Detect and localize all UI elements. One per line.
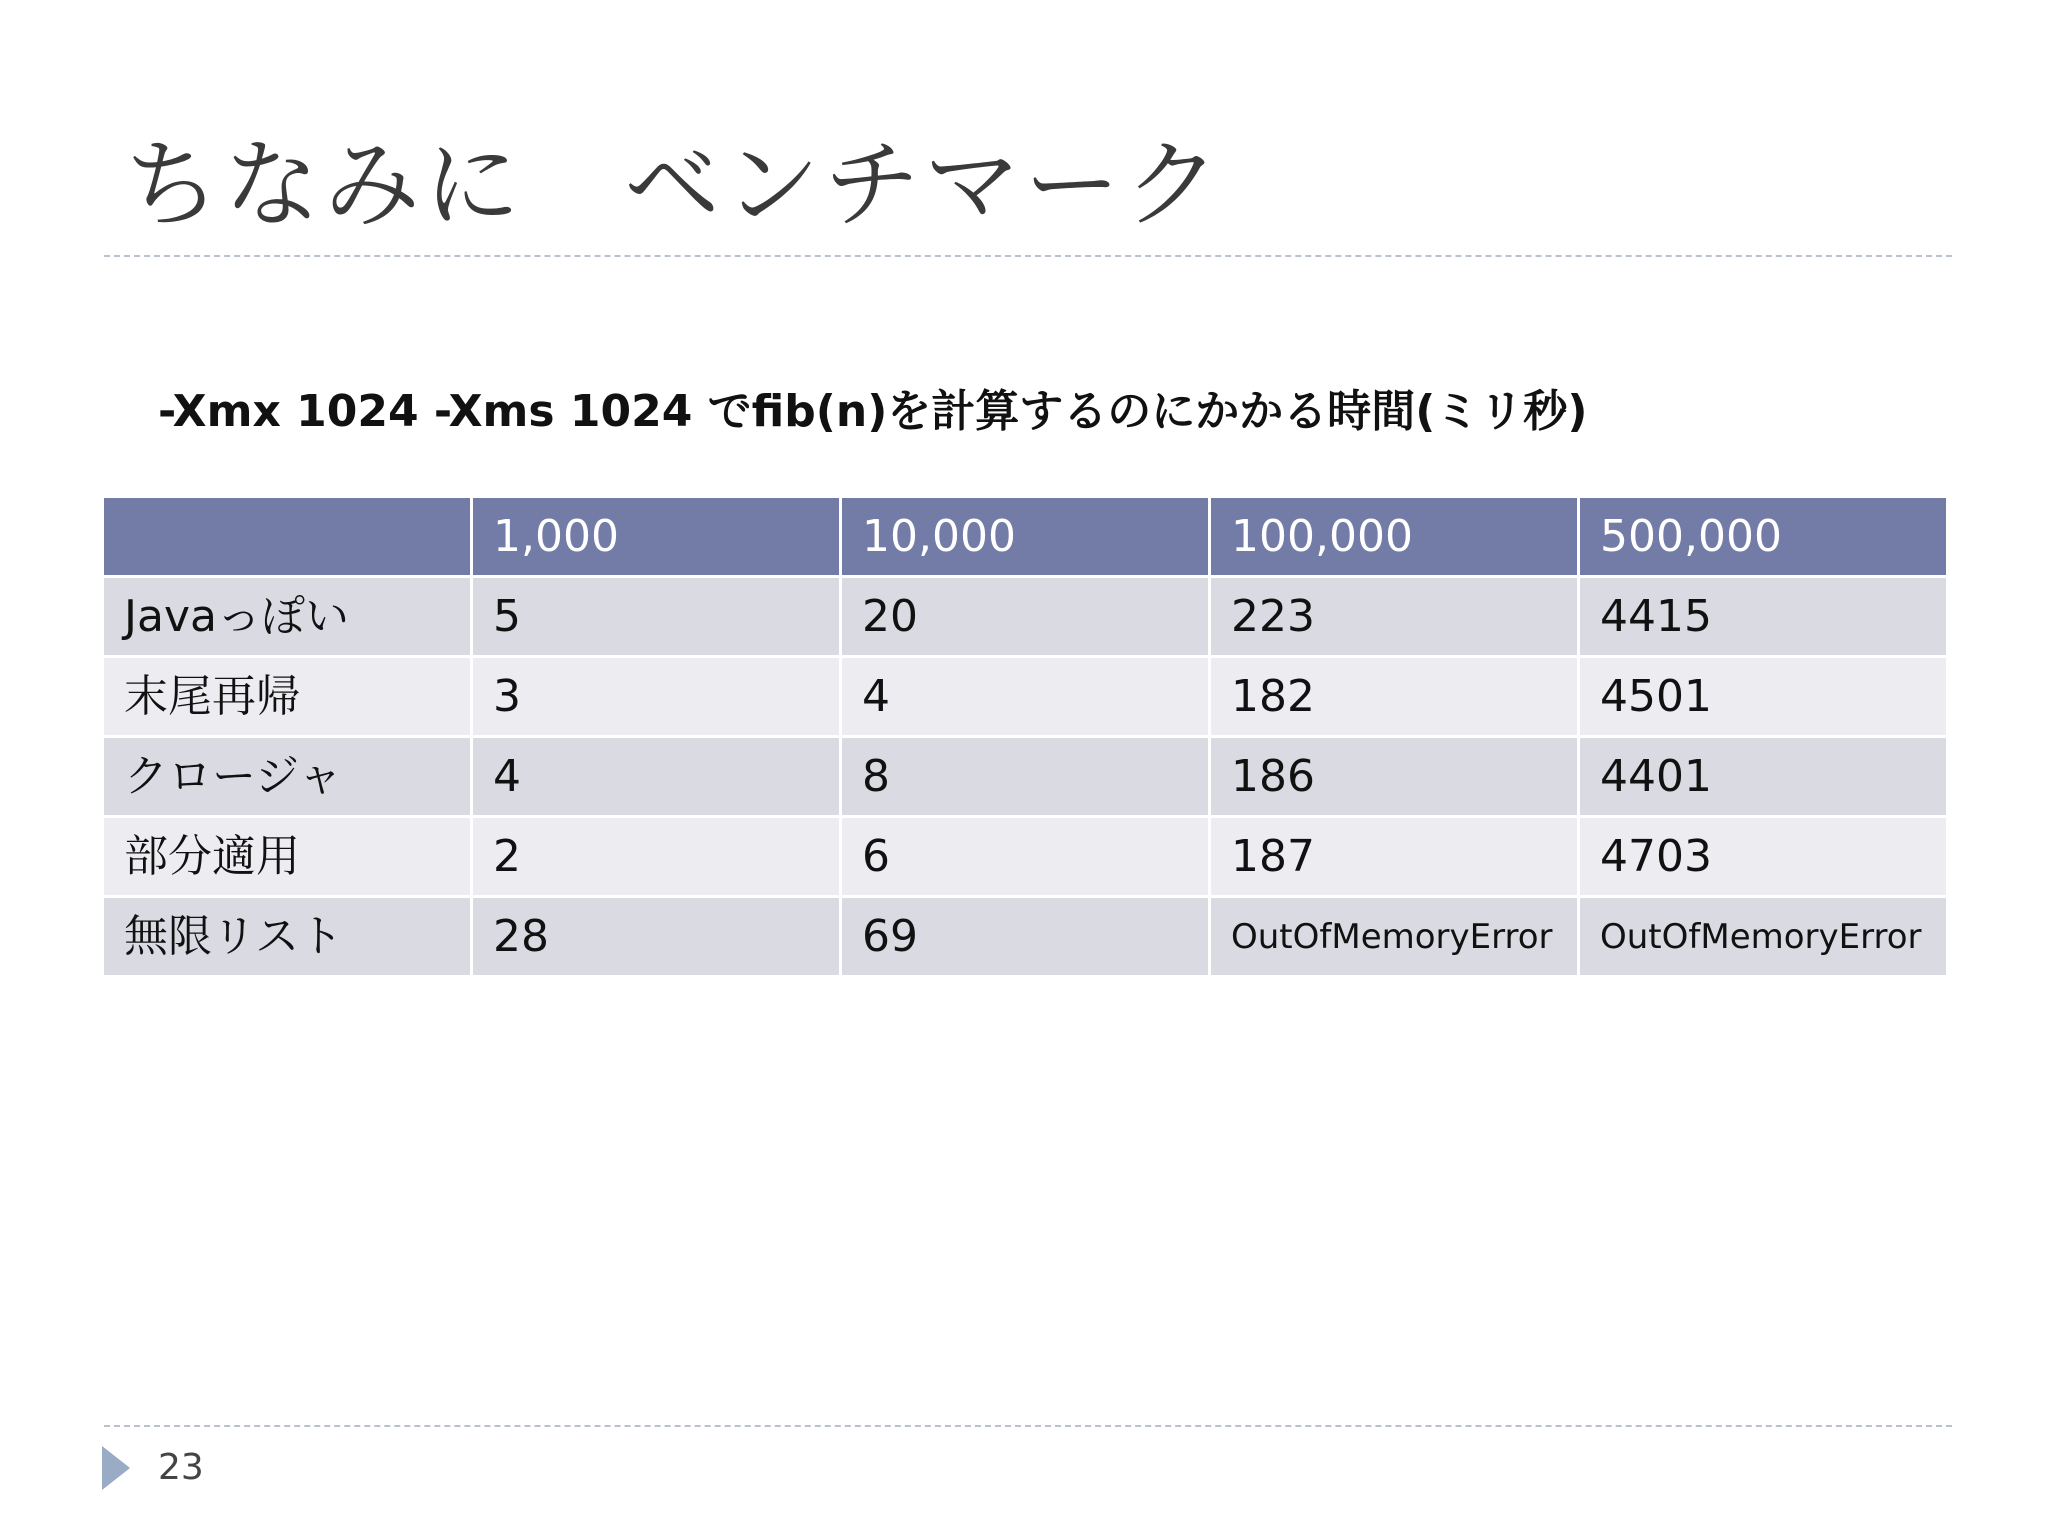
table-cell: 69 xyxy=(842,898,1208,975)
table-cell: 20 xyxy=(842,578,1208,655)
triangle-bullet-icon xyxy=(102,1446,130,1490)
row-label: 部分適用 xyxy=(104,818,470,895)
table-cell: 4703 xyxy=(1580,818,1946,895)
table-cell: 6 xyxy=(842,818,1208,895)
table-cell: 5 xyxy=(473,578,839,655)
footer-divider xyxy=(104,1425,1952,1427)
table-header-row xyxy=(104,498,1946,575)
table-cell: 28 xyxy=(473,898,839,975)
row-label: クロージャ xyxy=(104,738,470,815)
table-cell: 4501 xyxy=(1580,658,1946,735)
table-cell: 187 xyxy=(1211,818,1577,895)
table-cell: 2 xyxy=(473,818,839,895)
row-label: 末尾再帰 xyxy=(104,658,470,735)
title-divider xyxy=(104,255,1952,257)
slide-title: ちなみに ベンチマーク xyxy=(124,129,1224,241)
row-label: Javaっぽい xyxy=(104,578,470,655)
table-cell: 186 xyxy=(1211,738,1577,815)
header-cell-500000: 500,000 xyxy=(1580,498,1946,575)
table-cell: 4 xyxy=(473,738,839,815)
table-row xyxy=(104,898,1946,975)
table-cell: 4415 xyxy=(1580,578,1946,655)
table-caption: -Xmx 1024 -Xms 1024 でfib(n)を計算するのにかかる時間(ミリ秒) xyxy=(158,386,1588,437)
table-cell: 4401 xyxy=(1580,738,1946,815)
table-row xyxy=(104,578,1946,655)
table-cell: 223 xyxy=(1211,578,1577,655)
header-cell-100000: 100,000 xyxy=(1211,498,1577,575)
table-cell: OutOfMemoryError xyxy=(1211,898,1577,975)
table-row xyxy=(104,658,1946,735)
table-cell: 3 xyxy=(473,658,839,735)
table-cell: 182 xyxy=(1211,658,1577,735)
header-cell-blank xyxy=(104,498,470,575)
page-number: 23 xyxy=(158,1447,204,1488)
table-cell: OutOfMemoryError xyxy=(1580,898,1946,975)
row-label: 無限リスト xyxy=(104,898,470,975)
header-cell-1000: 1,000 xyxy=(473,498,839,575)
benchmark-table xyxy=(101,495,1949,978)
table-row xyxy=(104,818,1946,895)
table-row xyxy=(104,738,1946,815)
header-cell-10000: 10,000 xyxy=(842,498,1208,575)
table-cell: 4 xyxy=(842,658,1208,735)
table-cell: 8 xyxy=(842,738,1208,815)
